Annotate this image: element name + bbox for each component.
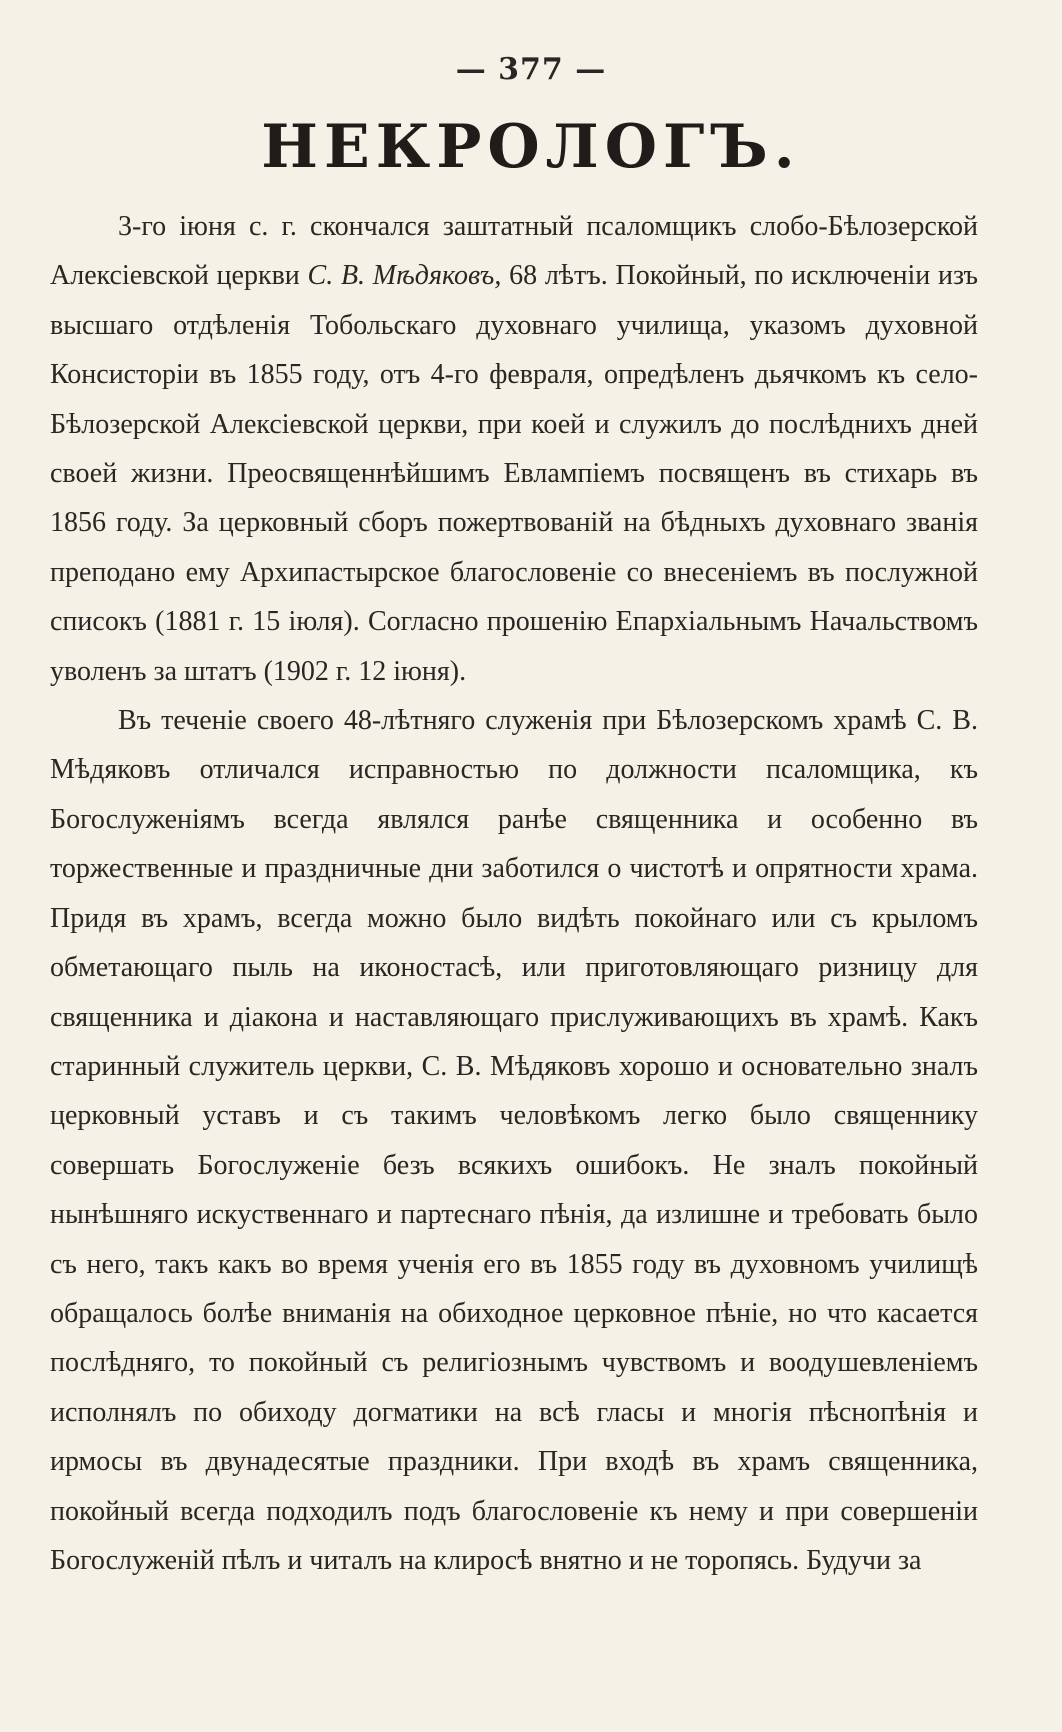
obituary-text: [50, 202, 978, 1585]
paragraph-1-rest: 68 лѣтъ. Покойный, по исключеніи изъ высшаго отдѣленія Тобольскаго духовнаго училища, указомъ духовной Консисторіи въ 1855 году, отъ 4-го февраля, опредѣленъ дьячкомъ къ село-Бѣлозерской Алексіевской церкви, при коей и служилъ до послѣднихъ дней своей жизни. Преосвященнѣйшимъ Евлампіемъ посвященъ въ стихарь въ 1856 году. За церковный сборъ пожертвованій на бѣдныхъ духовнаго званія преподано ему Архипастырское благословеніе со внесеніемъ въ послужной списокъ (1881 г. 15 іюля). Согласно прошенію Епархіальнымъ Начальствомъ уволенъ за штатъ (1902 г. 12 іюня).: [50, 260, 979, 687]
deceased-name: С. В. Мѣдяковъ,: [307, 260, 502, 292]
paragraph-1: [50, 202, 978, 696]
page-number: — 377 —: [455, 52, 607, 87]
page-title: НЕКРОЛОГЪ.: [261, 112, 801, 182]
paragraph-1-intro: 3-го іюня с. г. скончался заштатный псаломщикъ слобо-Бѣлозерской Алексіевской церкви: [50, 211, 978, 292]
paragraph-2: Въ теченіе своего 48-лѣтняго служенія при Бѣлозерскомъ храмѣ С. В. Мѣдяковъ отличался исправностью по должности псаломщика, къ Богослуженіямъ всегда являлся ранѣе священника и особенно въ торжественные и праздничные дни заботился о чистотѣ и опрятности храма. Придя въ храмъ, всегда можно было видѣть покойнаго или съ крыломъ обметающаго пыль на иконостасѣ, или приготовляющаго ризницу для священника и діакона и наставляющаго прислуживающихъ въ храмѣ. Какъ старинный служитель церкви, С. В. Мѣдяковъ хорошо и основательно зналъ церковный уставъ и съ такимъ человѣкомъ легко было священнику совершать Богослуженіе безъ всякихъ ошибокъ. Не зналъ покойный нынѣшняго искуственнаго и партеснаго пѣнія, да излишне и требовать было съ него, такъ какъ во время ученія его въ 1855 году въ духовномъ училищѣ обращалось болѣе вниманія на обиходное церковное пѣніе, но что касается послѣдняго, то покойный съ религіознымъ чувствомъ и воодушевленіемъ исполнялъ по обиходу догматики на всѣ гласы и многія пѣснопѣнія и ирмосы въ двунадесятые праздники. При входѣ въ храмъ священника, покойный всегда подходилъ подъ благословеніе къ нему и при совершеніи Богослуженій пѣлъ и читалъ на клиросѣ внятно и не торопясь. Будучи за: [50, 705, 978, 1576]
